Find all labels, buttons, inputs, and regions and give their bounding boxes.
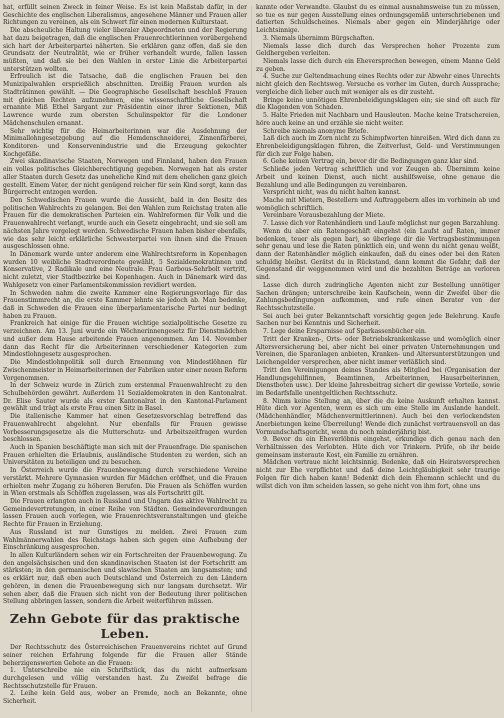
paragraph: 6. Gehe keinen Vertrag ein, bevor dir die Bedingungen ganz klar sind. — [263, 158, 479, 166]
paragraph: In Schweden nahm die zweite Kammer eine Regierungsvorlage für das Frauenstimmrecht an, die erste Kammer lehnte sie jedoch ab. Man bedenke, daß in Schweden die Frauen eine überparlamentarische Partei nur bedingt haben zu Frauen. — [3, 289, 247, 320]
paragraph: Niemals lasse dich durch das Versprechen hoher Prozente zum Geldhergeben verleiten. — [256, 42, 500, 58]
paragraph: Aus Russland ist nur Gunstiges zu melden. Zwei Frauen zum Wahlmännerwahlen des Reichstags haben sich gegen eine Aufhebung der Einschränkung ausgesprochen. — [3, 528, 247, 552]
section-heading: Zehn Gebote für das praktische Leben. — [9, 611, 241, 642]
paragraph: Laß dich auch im Zorn nicht zu Schimpfworten hinreißen. Wird dich dann zu Ehrenbeleidigungsklagen führen, die Zeitverlust, Geld- und Verstimmungen für dich zur Folge haben. — [256, 135, 500, 158]
paragraph: Schreibe niemals anonyme Briefe. — [263, 127, 369, 135]
paragraph: Die Frauen erlangten auch in Russland und Ungarn das aktive Wahlrecht zu Gemeindevertretungen, in einer Reihe von Städten. Gemeindeverordnungen lassen Frauen auch vorlegen, wie Frauenrechtsveranstaltungen und gleiche Rechte für Frauen in Erziehung. — [3, 498, 247, 529]
paragraph: 8. Nimm keine Stellung an, über die du keine Auskunft erhalten kannst. Hüte dich vor Agenten, wenn es sich um eine Stelle im Auslande handelt. (Mädchenhändler, Mädchenvermittlerinnen). Auch bei den verlockendsten Anerbietungen keine Überreilung! Wende dich zunächst vertrauensvoll an das Vormundschaftsgericht, wenn du noch minderjährig bist. — [256, 397, 500, 436]
paragraph: Zwei skandinavische Staaten, Norwegen und Finnland, haben den Frauen ein volles politisches Gleichberechtigung gegeben. Norwegen hat als erster aller Staaten durch Gesetz das uneheliche Kind mit dem ehelichen ganz gleich gestellt. Einem Vater, der nicht genügend reicher für sein Kind sorgt, kann das Bürgerrecht entzogen werden. — [3, 158, 247, 197]
paragraph: Sei auch bei guter Bekanntschaft vorsichtig gegen jede Belehrung. Kaufe Sachen nur bei Kenntnis und Sicherheit. — [256, 312, 500, 328]
list-item: 1. Unterschreibe nie ein Schriftstück, das du nicht aufmerksam durchgelesen und völlig verstanden hast. Zu Zweifel befrage die Rechtsschutzstelle für Frauen. — [3, 667, 247, 690]
paragraph: Lasse dich durch zudringliche Agenten nicht zur Bestellung unnötiger Sachen drängen; unterschreibe kein Kaufschein, wenn dir Zweifel über die Zahlungsbedingungen aufkommen, und rufe einen Berater von der Rechtsschutzstelle. — [256, 281, 500, 313]
paragraph: Die abscheuliche Haltung vieler liberaler Abgeordneten und der Regierung hat dazu beigetragen, daß die englischen Frauenrechtlerinnen vorübergehend sich hart der Arbeiterpartei näherten. Sie erklären ganz offen, daß sie den Grundsatz der Neutralität, wie er früher verhandelt wurde, fallen lassen müßten, und daß sie bei den Wahlen in erster Linie die Arbeiterpartei unterstützen wollten. — [3, 27, 247, 73]
paragraph: Mache mit Mietern, Bestellern und Auftraggebern alles im vorhinein ab und womöglich schriftlich. — [256, 196, 500, 212]
paragraph: Die italienische Kammer hat einen Gesetzesvorschlag betreffend das Frauenwahlrecht abgelehnt. Nur ebenfalls für Frauen gewisse Vorbesserungsgesetze als die Mutterschutz- und Arbeitszeitfragen wurden beschlossen. — [3, 413, 247, 444]
paragraph: 3. Niemals übernimm Bürgschaften. — [263, 34, 375, 42]
paragraph: hat, erfüllt seinen Zweck in feiner Weise. Es ist kein Maßstab dafür, in der Geschichte des englischen Liberalismus, angesehene Männer und Frauen aller Richtungen zu vereinen, als ein Schwert für einen modernen Kulturstaat. — [3, 4, 247, 27]
paragraph: 7. Lasse dich vor Ratenhändlern und Laufe möglichst nur gegen Barzahlung. — [263, 220, 500, 228]
paragraph: 4. Suche zur Geltendmachung eines Rechts oder zur Abwehr eines Unrechts nicht gleich den Rechtsweg. Versuche es vorher im Guten, durch Aussprache; vergleiche dich lieber auch mit weniger als es dir zusteht. — [256, 73, 500, 96]
paragraph: Frankreich hat einige für die Frauen wichtige sozialpolitische Gesetze zu verzeichnen. Am 13. Juni wurde ein Wöchnerinnengesetz für Dienstmädchen und außer dem Hause arbeitende Frauen angenommen. Am 14. November dann das Recht für die Arbeiterinnen verschiedener Kategorien zum Mindestlohngesetz ausgesprochen. — [3, 320, 247, 359]
paragraph: Verspricht nicht, was du nicht halten kannst. — [263, 189, 401, 197]
paragraph: In allen Kulturländern sehen wir ein Fortschreiten der Frauenbewegung. Zu den angelsächsischen und den skandinavischen Staaten ist der Fortschritt am stärksten; in den germanischen und slawischen Staaten am langsamsten; und es erklärt nur, daß eben auch Deutschland und Österreich zu den Ländern gehören, in denen die Frauenbewegung sich nur langsam durchsetzt. Wir sehen aber, daß die Frauen sich nicht von der Bedeutung ihrer politischen Stellung abbringen lassen, sondern die Arbeit weiterführen müssen. — [3, 552, 247, 606]
right-column — [256, 4, 500, 716]
paragraph: Mädchen vertraue nicht leichtsinnig. Bedenke, daß ein Heiratsversprechen nicht zur Ehe verpflichtet und daß deine Leichtgläubigkeit sehr traurige Folgen für dich haben kann! Bedenkt dich dein Ehemann schlecht und du willst dich von ihm scheiden lassen, so gehe nicht von ihm fort, ohne uns — [256, 459, 500, 490]
paragraph: Bringe keine unnötigen Ehrenbeleidigungsklagen ein; sie sind oft auch für die Klagenden von Schaden. — [256, 96, 500, 112]
paragraph: 9. Bevor du ein Eheverlöbnis eingehst, erkundige dich genau nach den Verhältnissen des Verlobten. Hüte dich vor Trinkern. Prüfe, ob ihr beide gemeinsam insteraute Kost, ein Familie zu ernähren. — [256, 436, 500, 459]
paragraph: In der Schweiz wurde in Zürich zum erstenmal Frauenwahlrecht zu den Schulbehörden gewährt. Außerdem 11 Sozialdemokraten in den Kantonalrat. Dr. Elise Sauter wurde als erster Kantonalrat in den Kantonal-Parlament gewählt und trägt als erste Frau einen Sitz in Basel. — [3, 382, 247, 413]
paragraph: kannte oder Verwandte. Glaubst du es einmal ausnahmsweise tun zu müssen, so tue es nur gegen Ausstellung eines ordnungsgemäß unterschriebenen und datierten Schuldscheines. Niemals aber gegen ein Minderjährige oder Leichtsinnige. — [256, 4, 500, 35]
paragraph: Vereinbare Vorausbezahlung der Miete. — [263, 212, 386, 220]
paragraph: Erfreulich ist die Tatsache, daß die englischen Frauen bei den Munizipalwahlen ersprießlich abschnitten. Dreißig Frauen wurden als Stadträtinnen gewählt. — Die Geographische Gesellschaft beschloß Frauen mit gleichen Rechten aufzunehmen, eine wissenschaftliche Gesellschaft ernannte Miß Ethel Sargant zur Präsidentin einer ihrer Sektionen, Miß Lawrence wurde zum obersten Schulinspektor für die Londoner Mädchenschulen ernannt. — [3, 73, 247, 127]
paragraph: Niemals lasse dich durch ein Eheversprechen bewegen, einem Manne Geld zu geben. — [256, 58, 500, 73]
paragraph: Tritt der Kranken-, Orts- oder Betriebskrankenkasse und womöglich einer Altersversicherung bei, aber nicht bei einer privaten Unternehmungen und Vereinen, die Sparanlagen anbieten, Kranken- und Altersunterstützungen und Leichengelder versprechen, aber nicht immer verläßlich sind. — [256, 335, 500, 367]
paragraph: Schließe jeden Vertrag schriftlich und vor Zeugen ab. Übernimm keine Arbeit und keinen Dienst, auch nicht aushilfsweise, ohne genaue die Bezahlung und alle Bedingungen zu vereinbaren. — [256, 166, 500, 189]
paragraph: 7. Lege deine Ersparnisse auf Sparkassenbücher ein. — [263, 328, 427, 336]
list-item: 2. Leihe kein Geld aus, wober an Fremde, noch an Bekannte, ohne Sicherheit. — [3, 690, 247, 706]
paragraph: Auch in Spanien beschäftigte man sich mit der Frauenfrage. Die spanischen Frauen erhielten die Erlaubnis, ausländische Studenten zu werden, sich an Universitäten zu beteiligen und zu besuchen. — [3, 443, 247, 467]
commandment-list — [3, 667, 247, 706]
paragraph: 5. Halte Frieden mit Nachbarn und Hausleuten. Mache keine Tratschereien, höre auch keine an und erzähle sie nicht weiter. — [256, 112, 500, 127]
paragraph: In Dänemark wurde unter anderem eine Wahlrechtsreform in Kopenhagen wurden 10 weibliche Stadtverordnete gewählt, 5 Sozialdemokratinnen und Konservative, 2 Radikale und eine Neutrale. Frau Garbous-Sehrbolt vertritt, nicht zuletzt, vier Stadtbezirke bei Kopenhagen. Auch in Dänemark wird das Wahlgesetz von einer Parlamentskommission revidiert werden. — [3, 251, 247, 289]
paragraph: Den Schwedischen Frauen wurde die Aussicht, bald in den Besitz des politischen Wahlrechts zu gelangen. Bei den Wahlen zum Reichstag traten alle Frauen für die demokratischen Parteien ein. Wahlreformen für Volk und die Frauenwahlrecht verlangt, wurde auch ein Gesetz eingebracht, und sie soll am nächsten Jahre vorgelegt werden. Schwedische Frauen haben bisher ebenfalls, wie das sehr leicht erklärliche Schwesterpartei von ihnen sind die Frauen ausgeschlossen ohne. — [3, 196, 247, 251]
paragraph: Wenn du aber ein Ratengeschäft eingehst (ein Laufst auf Raten, immer bedenken, teuer als gegen bar), so überlege dir die Vertragsbestimmungen sehr genau und lese die Raten pünktlich ein, und wenn du nicht genau weißt, dann der Ratenhändler möglich einkaufen, daß du eines oder bei den Raten schuldig bleibst. Gerätst du in Rückstand, dann kommt die Gefahr, daß der Gegenstand dir weggenommen wird und die bezahlten Beträge an verloren sind. — [256, 227, 500, 282]
paragraph: Tritt den Vereinigungen deines Standes als Mitglied bei (Organisation der Handlungsgehilfinnen, Beamtinnen, Arbeiterinnen, Hausarbeiterinnen, Dienstboten usw.). Der kleine Jahresbeitrag sichert dir gewisse Vorteile, sowie im Bedarfsfalle unentgeltlichen Rechtsschutz. — [256, 366, 500, 397]
paragraph: Die Mindestlohnpolitik soll durch Ernennung von Mindestlöhnen für Zwischenmeister in Heimarbeiterinnen der Fabriken unter einer neuen Reform Vorgenommen. — [3, 359, 247, 382]
intro-paragraph: Der Rechtsschutz des Österreichischen Frauenvereins richtet auf Grund seiner reichen Erfahrung folgende für die Frauen aller Stände beherzigenswerten Gebote an die Frauen: — [3, 644, 247, 667]
left-column — [3, 4, 247, 716]
paragraph: Sehr wichtig für die Heimarbeiterinnen war die Ausdehnung der Minimallohngesetzgebung auf die Hemdenschneiderei, Zinnenfärberei, Konditoren- und Konservenindustrie und die Erzeugung gekochter Kochgefäße. — [3, 127, 247, 158]
paragraph: In Österreich wurde die Frauenbewegung durch verschiedene Vereine verstärkt. Mehrere Gymnasien wurden für Mädchen eröffnet, und die Frauen erhielten mehr Zugang zu höheren Berufen. Die Frauen als Schöffen wurden in Wien erstmals als Schöffen zugelassen, was als Fortschritt gilt. — [3, 467, 247, 498]
column-divider — [251, 6, 252, 712]
